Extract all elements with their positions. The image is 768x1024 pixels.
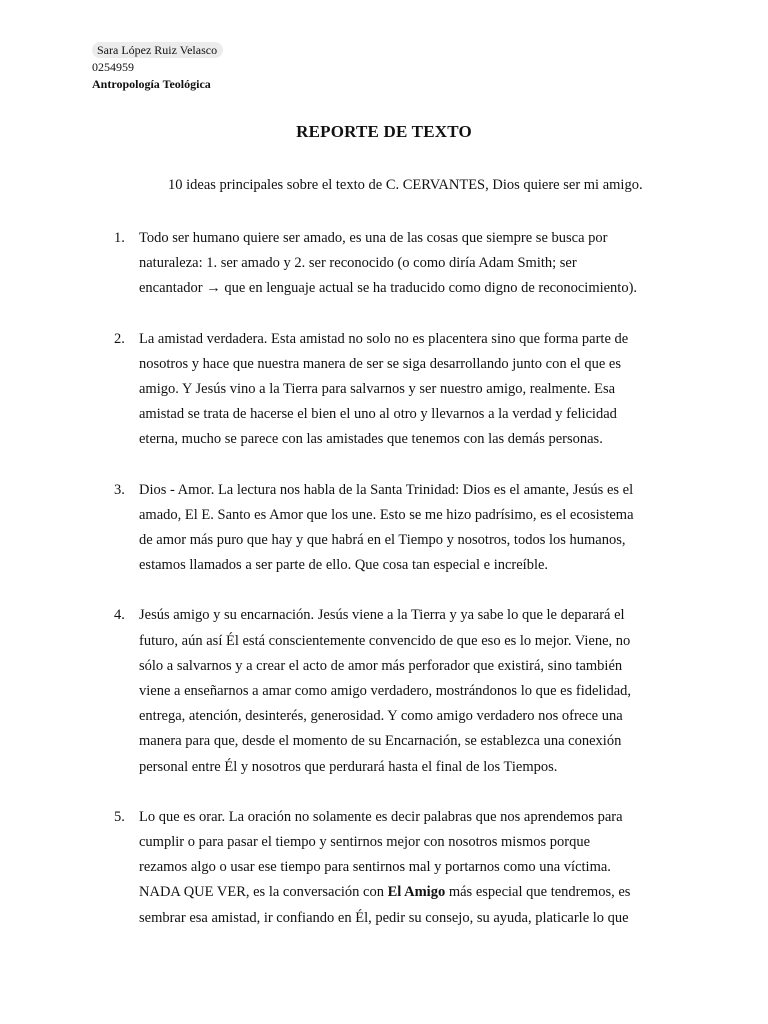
item-line: personal entre Él y nosotros que perdurará hasta el final de los Tiempos. — [139, 758, 558, 775]
author-name: Sara López Ruiz Velasco — [92, 42, 223, 58]
item-line: amistad se trata de hacerse el bien el uno al otro y llevarnos a la verdad y felicidad — [139, 406, 617, 423]
list-item — [114, 226, 674, 302]
student-id: 0254959 — [92, 60, 134, 74]
list-item — [114, 327, 674, 453]
item-line: manera para que, desde el momento de su Encarnación, se establezca una conexión — [139, 733, 622, 750]
item-line: estamos llamados a ser parte de ello. Que cosa tan especial e increíble. — [139, 557, 549, 574]
item-number: 3. — [114, 481, 125, 498]
item-number: 1. — [114, 230, 125, 246]
item-number: 2. — [114, 330, 125, 347]
item-number: 5. — [114, 808, 125, 825]
item-line: entrega, atención, desinterés, generosidad. Y como amigo verdadero nos ofrece una — [139, 708, 623, 725]
list-item — [114, 603, 674, 779]
course-name: Antropología Teológica — [92, 77, 211, 91]
item-line: encantador → que en lenguaje actual se ha traducido como digno de reconocimiento). — [139, 280, 638, 297]
item-line: La amistad verdadera. Esta amistad no solo no es placentera sino que forma parte de — [139, 330, 629, 347]
item-line: amigo. Y Jesús vino a la Tierra para salvarnos y ser nuestro amigo, realmente. Esa — [139, 381, 616, 398]
list-item — [114, 805, 674, 931]
item-line: nosotros y hace que nuestra manera de ser se siga desarrollando junto con el que es — [139, 355, 621, 372]
document-header — [92, 42, 223, 93]
item-line: Jesús amigo y su encarnación. Jesús viene a la Tierra y ya sabe lo que le deparará el — [139, 607, 625, 624]
item-line: amado, El E. Santo es Amor que los une. Esto se me hizo padrísimo, es el ecosistema — [139, 506, 634, 523]
item-line: de amor más puro que hay y que habrá en el Tiempo y nosotros, todos los humanos, — [139, 532, 626, 549]
item-line: cumplir o para pasar el tiempo y sentirnos mejor con nosotros mismos porque — [139, 834, 591, 851]
item-line: Lo que es orar. La oración no solamente es decir palabras que nos aprendemos para — [139, 808, 623, 825]
intro-paragraph: 10 ideas principales sobre el texto de C. CERVANTES, Dios quiere ser mi amigo. — [168, 177, 643, 193]
item-line: sólo a salvarnos y a crear el acto de amor más perforador que existirá, sino también — [139, 657, 623, 674]
item-line: sembrar esa amistad, ir confiando en Él, pedir su consejo, su ayuda, platicarle lo que — [139, 909, 629, 926]
item-text — [139, 603, 674, 779]
text-run: más especial que tendremos, es — [445, 884, 631, 901]
list-item — [114, 478, 674, 579]
item-line: Todo ser humano quiere ser amado, es una de las cosas que siempre se busca por — [139, 230, 608, 246]
item-line: naturaleza: 1. ser amado y 2. ser reconocido (o como diría Adam Smith; ser — [139, 255, 577, 272]
ideas-list — [114, 226, 674, 956]
item-line: viene a enseñarnos a amar como amigo verdadero, mostrándonos lo que es fidelidad, — [139, 683, 632, 700]
item-line — [139, 880, 674, 905]
item-line: futuro, aún así Él está conscientemente convencido de que eso es lo mejor. Viene, no — [139, 632, 631, 649]
item-line: eterna, mucho se parece con las amistades que tenemos con las demás personas. — [139, 431, 603, 448]
item-text — [139, 478, 674, 579]
document-title: REPORTE DE TEXTO — [296, 122, 472, 141]
item-line: Dios - Amor. La lectura nos habla de la Santa Trinidad: Dios es el amante, Jesús es el — [139, 481, 634, 498]
item-number: 4. — [114, 607, 125, 624]
item-line: rezamos algo o usar ese tiempo para sentirnos mal y portarnos como una víctima. — [139, 859, 611, 876]
item-text — [139, 805, 674, 931]
bold-text-run: El Amigo — [387, 884, 446, 901]
item-text — [139, 226, 674, 302]
text-run: NADA QUE VER, es la conversación con — [139, 884, 388, 901]
item-text — [139, 327, 674, 453]
